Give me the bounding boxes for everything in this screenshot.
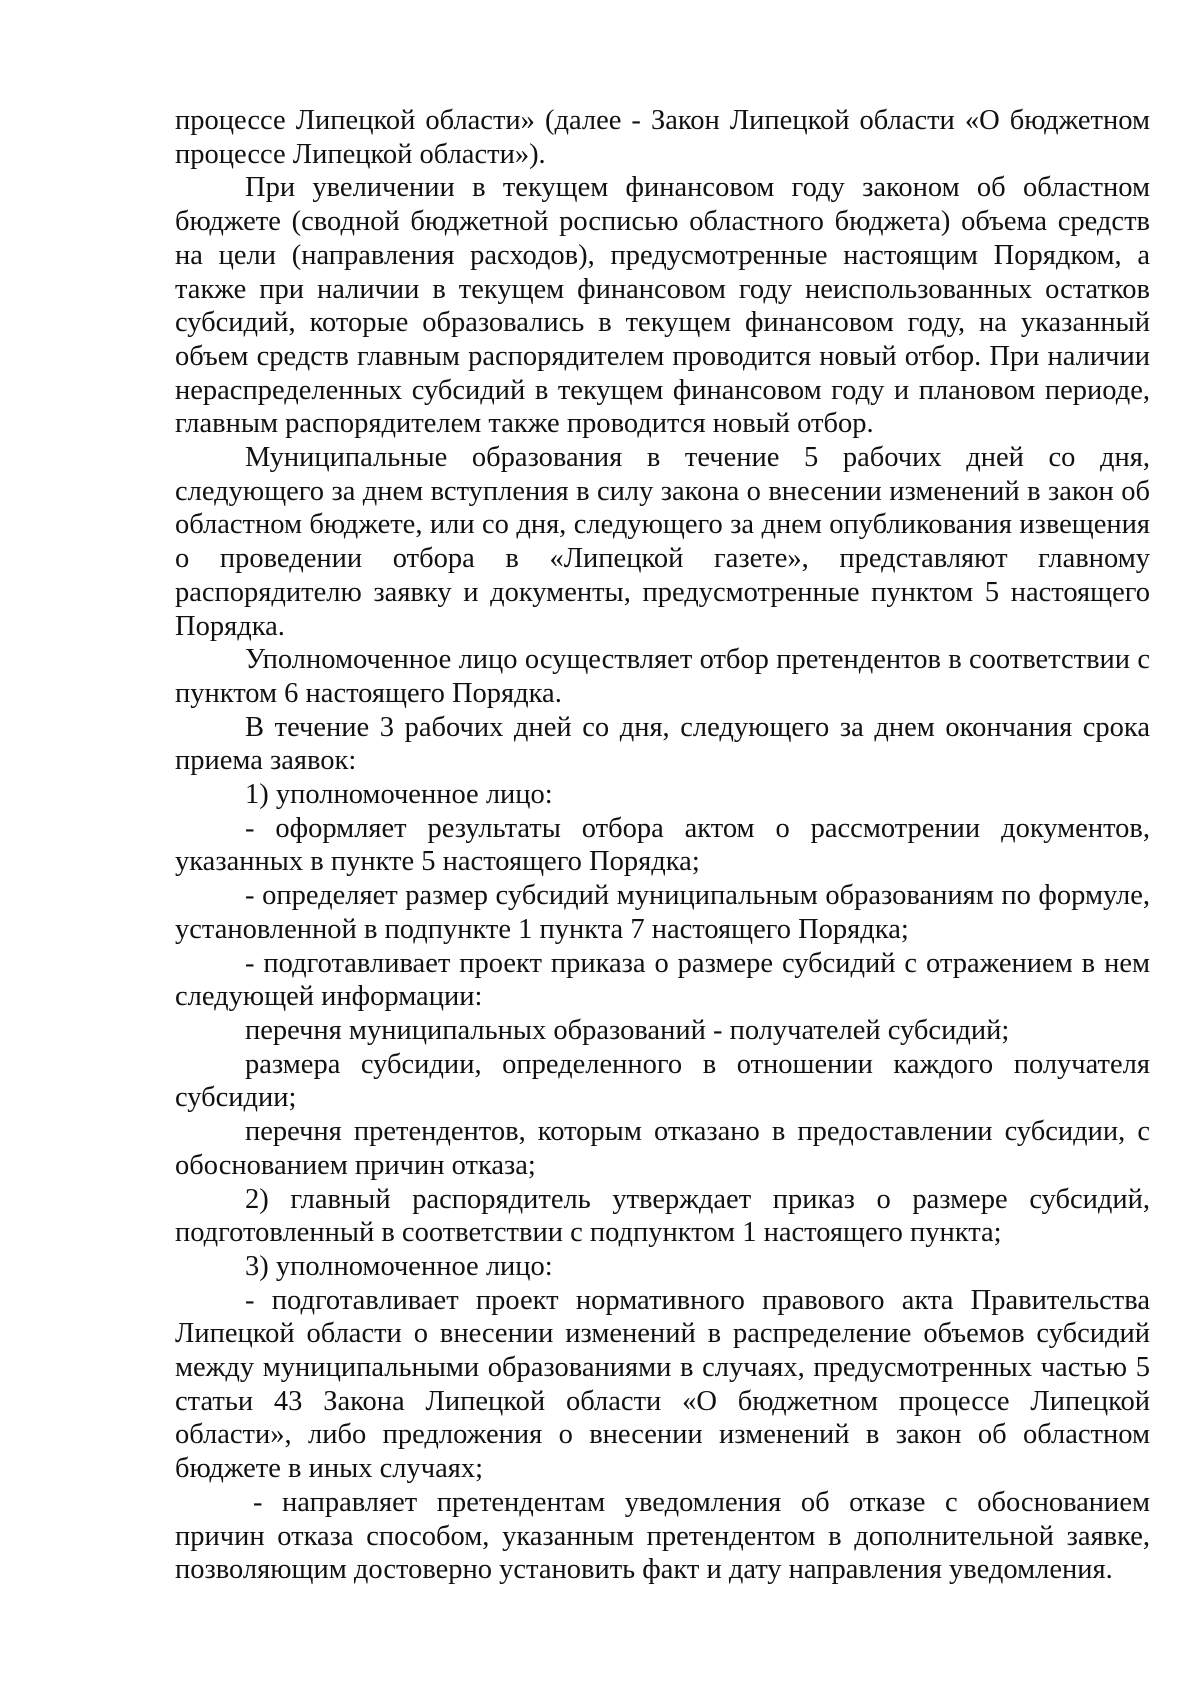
list-item-refused-applicants: перечня претендентов, которым отказано в предоставлении субсидии, с обоснованием причин отказа; xyxy=(175,1116,1150,1181)
paragraph-new-selection: При увеличении в текущем финансовом году законом об областном бюджете (сводной бюджетной росписью областного бюджета) объема средств на цели (направления расходов), предусмотренные настоящим Порядком, а также при наличии в текущем финансовом году неиспользованных остатков субсидий, которые образовались в текущем финансовом году, на указанный объем средств главным распорядителем проводится новый отбор. При наличии нераспределенных субсидий в текущем финансовом году и плановом периоде, главным распорядителем также проводится новый отбор. xyxy=(175,172,1150,440)
list-item-act-of-review: - оформляет результаты отбора актом о рассмотрении документов, указанных в пункте 5 настоящего Порядка; xyxy=(175,812,1150,878)
list-item-authorized-person: 1) уполномоченное лицо: xyxy=(245,779,553,811)
document-page xyxy=(175,104,1150,1587)
paragraph-law-reference: процессе Липецкой области» (далее - Закон Липецкой области «О бюджетном процессе Липецкой области»). xyxy=(175,105,1150,170)
list-item-refusal-notice: - направляет претендентам уведомления об отказе с обоснованием причин отказа способом, указанным претендентом в дополнительной заявке, позволяющим достоверно установить факт и дату направления уведомления. xyxy=(175,1486,1150,1586)
list-item-main-manager-approves: 2) главный распорядитель утверждает приказ о размере субсидий, подготовленный в соответствии с подпунктом 1 настоящего пункта; xyxy=(175,1183,1150,1249)
list-item-draft-legal-act: - подготавливает проект нормативного правового акта Правительства Липецкой области о внесении изменений в распределение объемов субсидий между муниципальными образованиями в случаях, предусмотренных частью 5 статьи 43 Закона Липецкой области «О бюджетном процессе Липецкой области», либо предложения о внесении изменений в закон об областном бюджете в иных случаях; xyxy=(175,1284,1150,1485)
paragraph-three-day-period: В течение 3 рабочих дней со дня, следующего за днем окончания срока приема заявок: xyxy=(175,711,1150,777)
list-item-authorized-person-3: 3) уполномоченное лицо: xyxy=(245,1250,553,1282)
paragraph-application-deadline: Муниципальные образования в течение 5 рабочих дней со дня, следующего за днем вступления в силу закона о внесении изменений в закон об областном бюджете, или со дня, следующего за днем опубликования извещения о проведении отбора в «Липецкой газете», представляют главному распорядителю заявку и документы, предусмотренные пунктом 5 настоящего Порядка. xyxy=(175,442,1150,642)
list-item-subsidy-amount: - определяет размер субсидий муниципальным образованиям по формуле, установленной в подпункте 1 пункта 7 настоящего Порядка; xyxy=(175,880,1150,945)
paragraph-selection-by-authorized-person: Уполномоченное лицо осуществляет отбор претендентов в соответствии с пунктом 6 настоящего Порядка. xyxy=(175,644,1150,709)
list-item-draft-order: - подготавливает проект приказа о размере субсидий с отражением в нем следующей информации: xyxy=(175,947,1150,1013)
list-item-recipients-list: перечня муниципальных образований - получателей субсидий; xyxy=(245,1014,1010,1046)
list-item-subsidy-size: размера субсидии, определенного в отношении каждого получателя субсидии; xyxy=(175,1048,1150,1114)
